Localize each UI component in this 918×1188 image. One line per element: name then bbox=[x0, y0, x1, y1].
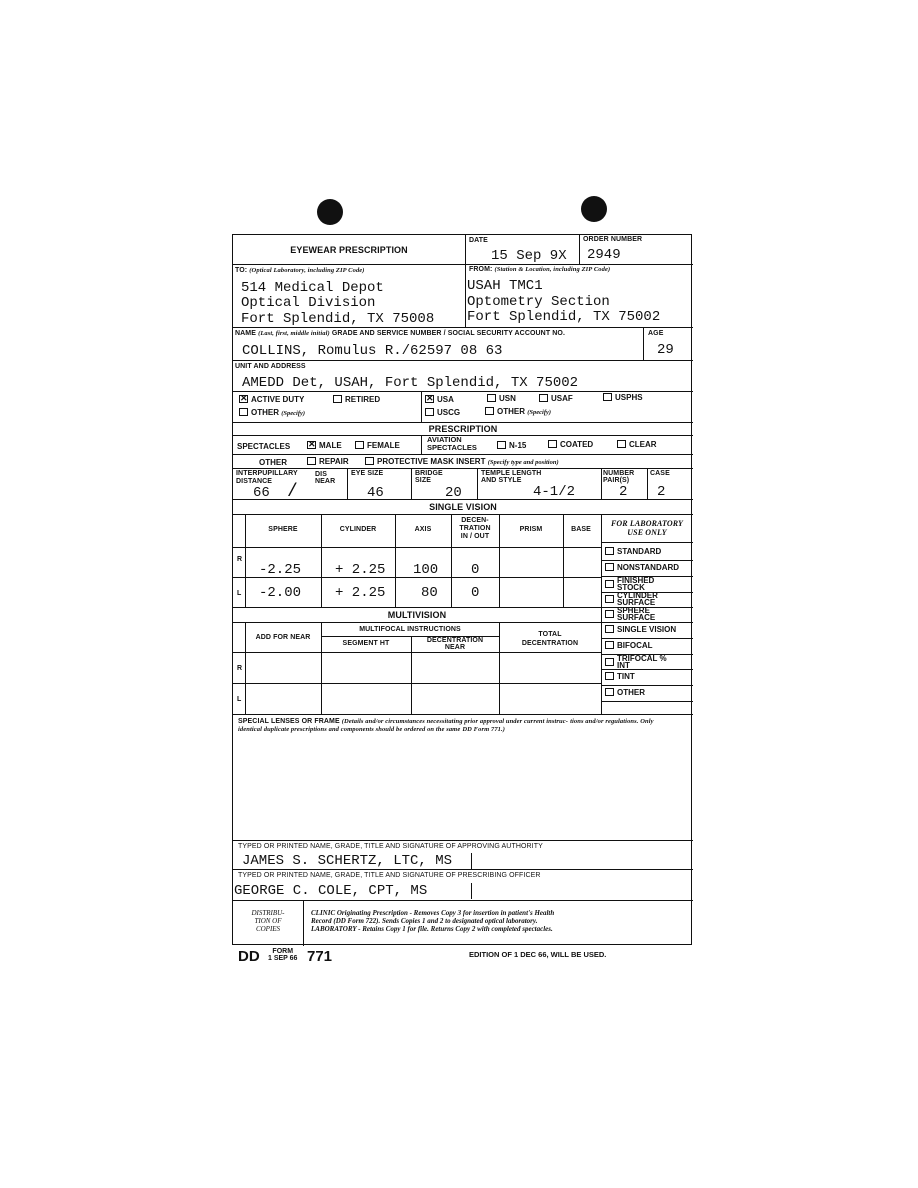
ipd-distance-value[interactable]: 66 bbox=[253, 485, 270, 501]
lab-cylinder-surface-checkbox[interactable]: CYLINDER SURFACE bbox=[605, 592, 658, 606]
date-label: DATE bbox=[469, 237, 488, 244]
other-label: OTHER bbox=[259, 458, 287, 467]
approving-authority-label: TYPED OR PRINTED NAME, GRADE, TITLE AND SIGNATURE OF APPROVING AUTHORITY bbox=[238, 843, 543, 850]
lab-other-checkbox[interactable]: OTHER bbox=[605, 688, 645, 697]
status-other-checkbox[interactable]: OTHER (Specify) bbox=[239, 408, 305, 417]
approving-authority-value[interactable]: JAMES S. SCHERTZ, LTC, MS bbox=[242, 853, 453, 869]
usphs-checkbox[interactable]: USPHS bbox=[603, 393, 643, 402]
lab-finished-stock-checkbox[interactable]: FINISHED STOCK bbox=[605, 577, 654, 591]
bridge-size-label: BRIDGE SIZE bbox=[415, 470, 443, 484]
name-label: NAME (Last, first, middle initial) GRADE AND SERVICE NUMBER / SOCIAL SECURITY ACCOUNT NO. bbox=[235, 330, 565, 337]
mv-l-label: L bbox=[237, 696, 242, 703]
axis-header: AXIS bbox=[414, 526, 432, 533]
number-pairs-label: NUMBER PAIR(S) bbox=[603, 470, 635, 484]
to-line-2[interactable]: Optical Division bbox=[241, 295, 376, 311]
ipd-label: INTERPUPILLARY DISTANCE bbox=[236, 470, 298, 485]
retired-checkbox[interactable]: RETIRED bbox=[333, 395, 380, 404]
mv-r-label: R bbox=[237, 665, 243, 672]
protective-mask-checkbox[interactable]: PROTECTIVE MASK INSERT (Specify type and position) bbox=[365, 457, 559, 466]
form-date-mark: FORM 1 SEP 66 bbox=[268, 948, 298, 962]
eyewear-prescription-form bbox=[232, 234, 692, 945]
lab-use-title: FOR LABORATORY USE ONLY bbox=[610, 519, 683, 537]
form-footer bbox=[238, 948, 688, 968]
lab-single-vision-checkbox[interactable]: SINGLE VISION bbox=[605, 625, 676, 634]
ipd-near-value[interactable]: / bbox=[287, 482, 298, 502]
punch-hole-right bbox=[581, 196, 607, 222]
from-label: FROM: (Station & Location, including ZIP Code) bbox=[469, 266, 611, 273]
from-line-2[interactable]: Optometry Section bbox=[467, 294, 610, 310]
distribution-label: DISTRIBU- TION OF COPIES bbox=[251, 909, 285, 933]
date-value[interactable]: 15 Sep 9X bbox=[491, 248, 567, 264]
order-number-label: ORDER NUMBER bbox=[583, 236, 643, 243]
usn-checkbox[interactable]: USN bbox=[487, 394, 516, 403]
age-value[interactable]: 29 bbox=[657, 342, 674, 358]
service-other-checkbox[interactable]: OTHER (Specify) bbox=[485, 407, 551, 416]
to-line-1[interactable]: 514 Medical Depot bbox=[241, 280, 384, 296]
male-checkbox[interactable]: ✕ MALE bbox=[307, 441, 342, 450]
cylinder-header: CYLINDER bbox=[339, 526, 377, 533]
bridge-size-value[interactable]: 20 bbox=[445, 485, 462, 501]
unit-value[interactable]: AMEDD Det, USAH, Fort Splendid, TX 75002 bbox=[242, 375, 579, 391]
to-label: TO: (Optical Laboratory, including ZIP Code) bbox=[235, 267, 365, 274]
single-vision-title: SINGLE VISION bbox=[429, 502, 497, 512]
active-duty-checkbox[interactable]: ✕ACTIVE DUTY bbox=[239, 395, 304, 404]
case-value[interactable]: 2 bbox=[657, 484, 666, 500]
prescription-title: PRESCRIPTION bbox=[428, 424, 498, 434]
multivision-title: MULTIVISION bbox=[387, 610, 447, 620]
from-line-3[interactable]: Fort Splendid, TX 75002 bbox=[467, 309, 661, 325]
temple-length-label: TEMPLE LENGTH AND STYLE bbox=[481, 470, 542, 484]
sv-r-decentration[interactable]: 0 bbox=[471, 562, 480, 578]
add-for-near-header: ADD FOR NEAR bbox=[255, 634, 311, 641]
ipd-dis-near-label: DIS NEAR bbox=[315, 471, 336, 485]
n15-checkbox[interactable]: N-15 bbox=[497, 441, 526, 450]
case-label: CASE bbox=[650, 470, 670, 477]
prism-header: PRISM bbox=[519, 526, 543, 533]
age-label: AGE bbox=[648, 330, 664, 337]
decentration-near-header: DECENTRATION NEAR bbox=[426, 637, 484, 651]
to-line-3[interactable]: Fort Splendid, TX 75008 bbox=[241, 311, 435, 327]
aviation-spectacles-label: AVIATION SPECTACLES bbox=[427, 435, 477, 452]
female-checkbox[interactable]: FEMALE bbox=[355, 441, 400, 450]
lab-sphere-surface-checkbox[interactable]: SPHERE SURFACE bbox=[605, 607, 655, 621]
lab-tint-checkbox[interactable]: TINT bbox=[605, 672, 635, 681]
number-pairs-value[interactable]: 2 bbox=[619, 484, 628, 500]
eye-size-value[interactable]: 46 bbox=[367, 485, 384, 501]
total-decentration-header: TOTAL DECENTRATION bbox=[521, 631, 579, 647]
clear-checkbox[interactable]: CLEAR bbox=[617, 440, 657, 449]
decentration-header: DECEN- TRATION IN / OUT bbox=[459, 517, 491, 540]
sv-l-axis[interactable]: 80 bbox=[421, 585, 438, 601]
sv-r-cylinder[interactable]: + 2.25 bbox=[335, 562, 386, 578]
prescribing-officer-value[interactable]: GEORGE C. COLE, CPT, MS bbox=[234, 883, 428, 899]
sv-l-sphere[interactable]: -2.00 bbox=[259, 585, 302, 601]
prescribing-officer-label: TYPED OR PRINTED NAME, GRADE, TITLE AND SIGNATURE OF PRESCRIBING OFFICER bbox=[238, 872, 541, 879]
distribution-text: CLINIC Originating Prescription - Removes Copy 3 for insertion in patient's Health Record (DD Form 722). Sends Copies 1 and 2 to designated optical laboratory. LABORATORY - Retains Copy 1 for file. Returns Copy 2 with completed spectacles. bbox=[311, 909, 555, 933]
form-title: EYEWEAR PRESCRIPTION bbox=[290, 245, 408, 255]
multifocal-instructions-header: MULTIFOCAL INSTRUCTIONS bbox=[359, 626, 461, 633]
special-lenses-label: SPECIAL LENSES OR FRAME (Details and/or circumstances necessitating prior approval under current instruc- tions and/or regulations. Only identical duplicate prescriptions and components should be ordered on the same DD Form 771.) bbox=[238, 718, 654, 733]
order-number-value[interactable]: 2949 bbox=[587, 247, 621, 263]
name-value[interactable]: COLLINS, Romulus R./62597 08 63 bbox=[242, 343, 503, 359]
sv-r-label: R bbox=[237, 556, 243, 563]
dd-mark: DD bbox=[238, 948, 260, 965]
sv-r-axis[interactable]: 100 bbox=[413, 562, 439, 578]
usaf-checkbox[interactable]: USAF bbox=[539, 394, 573, 403]
segment-ht-header: SEGMENT HT bbox=[342, 640, 390, 647]
form-number: 771 bbox=[307, 948, 333, 965]
repair-checkbox[interactable]: REPAIR bbox=[307, 457, 349, 466]
spectacles-label: SPECTACLES bbox=[237, 442, 291, 451]
lab-nonstandard-checkbox[interactable]: NONSTANDARD bbox=[605, 563, 679, 572]
punch-hole-left bbox=[317, 199, 343, 225]
coated-checkbox[interactable]: COATED bbox=[548, 440, 593, 449]
from-line-1[interactable]: USAH TMC1 bbox=[467, 278, 543, 294]
base-header: BASE bbox=[571, 526, 591, 533]
lab-trifocal-checkbox[interactable]: TRIFOCAL % INT bbox=[605, 655, 667, 669]
unit-label: UNIT AND ADDRESS bbox=[235, 363, 306, 370]
sv-l-cylinder[interactable]: + 2.25 bbox=[335, 585, 386, 601]
sv-r-sphere[interactable]: -2.25 bbox=[259, 562, 302, 578]
sphere-header: SPHERE bbox=[268, 526, 298, 533]
sv-l-label: L bbox=[237, 590, 242, 597]
uscg-checkbox[interactable]: USCG bbox=[425, 408, 460, 417]
edition-note: EDITION OF 1 DEC 66, WILL BE USED. bbox=[469, 950, 607, 959]
sv-l-decentration[interactable]: 0 bbox=[471, 585, 480, 601]
usa-checkbox[interactable]: ✕USA bbox=[425, 395, 454, 404]
eye-size-label: EYE SIZE bbox=[351, 470, 384, 477]
lab-bifocal-checkbox[interactable]: BIFOCAL bbox=[605, 641, 653, 650]
lab-standard-checkbox[interactable]: STANDARD bbox=[605, 547, 661, 556]
temple-length-value[interactable]: 4-1/2 bbox=[533, 484, 576, 500]
